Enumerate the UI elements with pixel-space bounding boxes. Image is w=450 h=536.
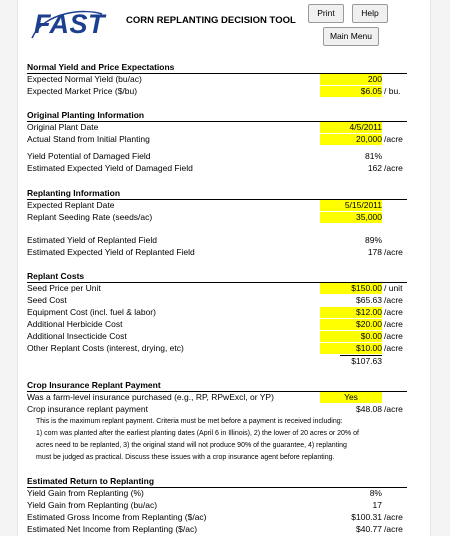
seed-price-input[interactable]: $150.00 — [320, 283, 382, 294]
herbicide-cost-input[interactable]: $20.00 — [320, 319, 382, 330]
section-heading-normal: Normal Yield and Price Expectations — [27, 62, 175, 72]
return-value-gross-income: $100.31 — [351, 512, 382, 522]
actual-stand-input[interactable]: 20,000 — [320, 134, 382, 145]
expected-yield-damaged-value: 162 — [367, 163, 382, 173]
return-label-gross-income: Estimated Gross Income from Replanting ($/ac) — [27, 512, 207, 522]
actual-stand-label: Actual Stand from Initial Planting — [27, 134, 150, 144]
gross-income-unit: /acre — [384, 512, 403, 522]
insurance-purchased-select[interactable]: Yes — [320, 392, 382, 403]
expected-yield-damaged-label: Estimated Expected Yield of Damaged Field — [27, 163, 193, 173]
expected-yield-damaged-unit: /acre — [384, 163, 403, 173]
insurance-note-line: must be judged as practical. Discuss these issues with a crop insurance agent before replanting. — [36, 454, 335, 461]
main-menu-button[interactable]: Main Menu — [323, 27, 379, 46]
section-heading-returns: Estimated Return to Replanting — [27, 476, 155, 486]
return-value-yield-gain-pct: 8% — [369, 488, 382, 498]
other-cost-input[interactable]: $10.00 — [320, 343, 382, 354]
cost-label-equipment: Equipment Cost (incl. fuel & labor) — [27, 307, 156, 317]
equipment-cost-input[interactable]: $12.00 — [320, 307, 382, 318]
other-cost-unit: /acre — [384, 343, 403, 353]
cost-label-insecticide: Additional Insecticide Cost — [27, 331, 127, 341]
section-heading-original: Original Planting Information — [27, 110, 145, 120]
return-label-yield-gain-pct: Yield Gain from Replanting (%) — [27, 488, 144, 498]
expected-replant-date-input[interactable]: 5/15/2011 — [320, 200, 382, 211]
yield-potential-damaged-label: Yield Potential of Damaged Field — [27, 151, 151, 161]
seed-price-unit: / unit — [384, 283, 403, 293]
expected-yield-replanted-unit: /acre — [384, 247, 403, 257]
estimated-yield-replanted-label: Estimated Yield of Replanted Field — [27, 235, 157, 245]
return-label-net-income: Estimated Net Income from Replanting ($/ac) — [27, 524, 198, 534]
expected-replant-date-label: Expected Replant Date — [27, 200, 115, 210]
replant-seeding-rate-input[interactable]: 35,000 — [320, 212, 382, 223]
estimated-yield-replanted-value: 89% — [364, 235, 382, 245]
cost-label-seed-price: Seed Price per Unit — [27, 283, 101, 293]
fast-logo — [24, 8, 104, 42]
expected-yield-replanted-label: Estimated Expected Yield of Replanted Field — [27, 247, 195, 257]
page-title: CORN REPLANTING DECISION TOOL — [126, 15, 296, 26]
stand-unit: /acre — [384, 134, 403, 144]
seed-cost-unit: /acre — [384, 295, 403, 305]
return-value-net-income: $40.77 — [356, 524, 382, 534]
net-income-unit: /acre — [384, 524, 403, 534]
seed-cost-value: $65.63 — [356, 295, 382, 305]
insurance-note-line: This is the maximum replant payment. Criteria must be met before a payment is received including: — [36, 418, 343, 425]
insurance-payment-value: $48.08 — [356, 404, 382, 414]
section-heading-costs: Replant Costs — [27, 271, 85, 281]
original-plant-date-input[interactable]: 4/5/2011 — [320, 122, 382, 133]
yield-potential-damaged-value: 81% — [364, 151, 382, 161]
price-unit: / bu. — [384, 86, 401, 96]
insurance-note-line: acres need to be replanted, 3) the original stand will not produce 90% of the guarantee, 4) replanting — [36, 442, 347, 449]
expected-market-price-input[interactable]: $6.05 — [320, 86, 382, 97]
section-heading-replanting: Replanting Information — [27, 188, 121, 198]
replant-seeding-rate-label: Replant Seeding Rate (seeds/ac) — [27, 212, 153, 222]
logo-text: FAST — [34, 9, 106, 39]
expected-yield-replanted-value: 178 — [367, 247, 382, 257]
insurance-note-line: 1) corn was planted after the earliest planting dates (April 6 in Illinois), 2) the lower of 20 acres or 20% of — [36, 430, 359, 437]
expected-normal-yield-input[interactable]: 200 — [320, 74, 382, 85]
print-button[interactable]: Print — [308, 4, 344, 23]
replant-cost-total: $107.63 — [351, 356, 382, 366]
return-label-yield-gain-bu: Yield Gain from Replanting (bu/ac) — [27, 500, 158, 510]
section-heading-insurance: Crop Insurance Replant Payment — [27, 380, 161, 390]
cost-label-herbicide: Additional Herbicide Cost — [27, 319, 123, 329]
herbicide-cost-unit: /acre — [384, 319, 403, 329]
cost-label-seed-cost: Seed Cost — [27, 295, 67, 305]
insurance-question-label: Was a farm-level insurance purchased (e.g., RP, RPwExcl, or YP) — [27, 392, 274, 402]
expected-market-price-label: Expected Market Price ($/bu) — [27, 86, 138, 96]
insecticide-cost-unit: /acre — [384, 331, 403, 341]
insurance-payment-label: Crop insurance replant payment — [27, 404, 148, 414]
original-plant-date-label: Original Plant Date — [27, 122, 99, 132]
insurance-payment-unit: /acre — [384, 404, 403, 414]
return-value-yield-gain-bu: 17 — [372, 500, 382, 510]
help-button[interactable]: Help — [352, 4, 388, 23]
cost-label-other: Other Replant Costs (interest, drying, etc) — [27, 343, 184, 353]
insecticide-cost-input[interactable]: $0.00 — [320, 331, 382, 342]
expected-normal-yield-label: Expected Normal Yield (bu/ac) — [27, 74, 142, 84]
equipment-cost-unit: /acre — [384, 307, 403, 317]
